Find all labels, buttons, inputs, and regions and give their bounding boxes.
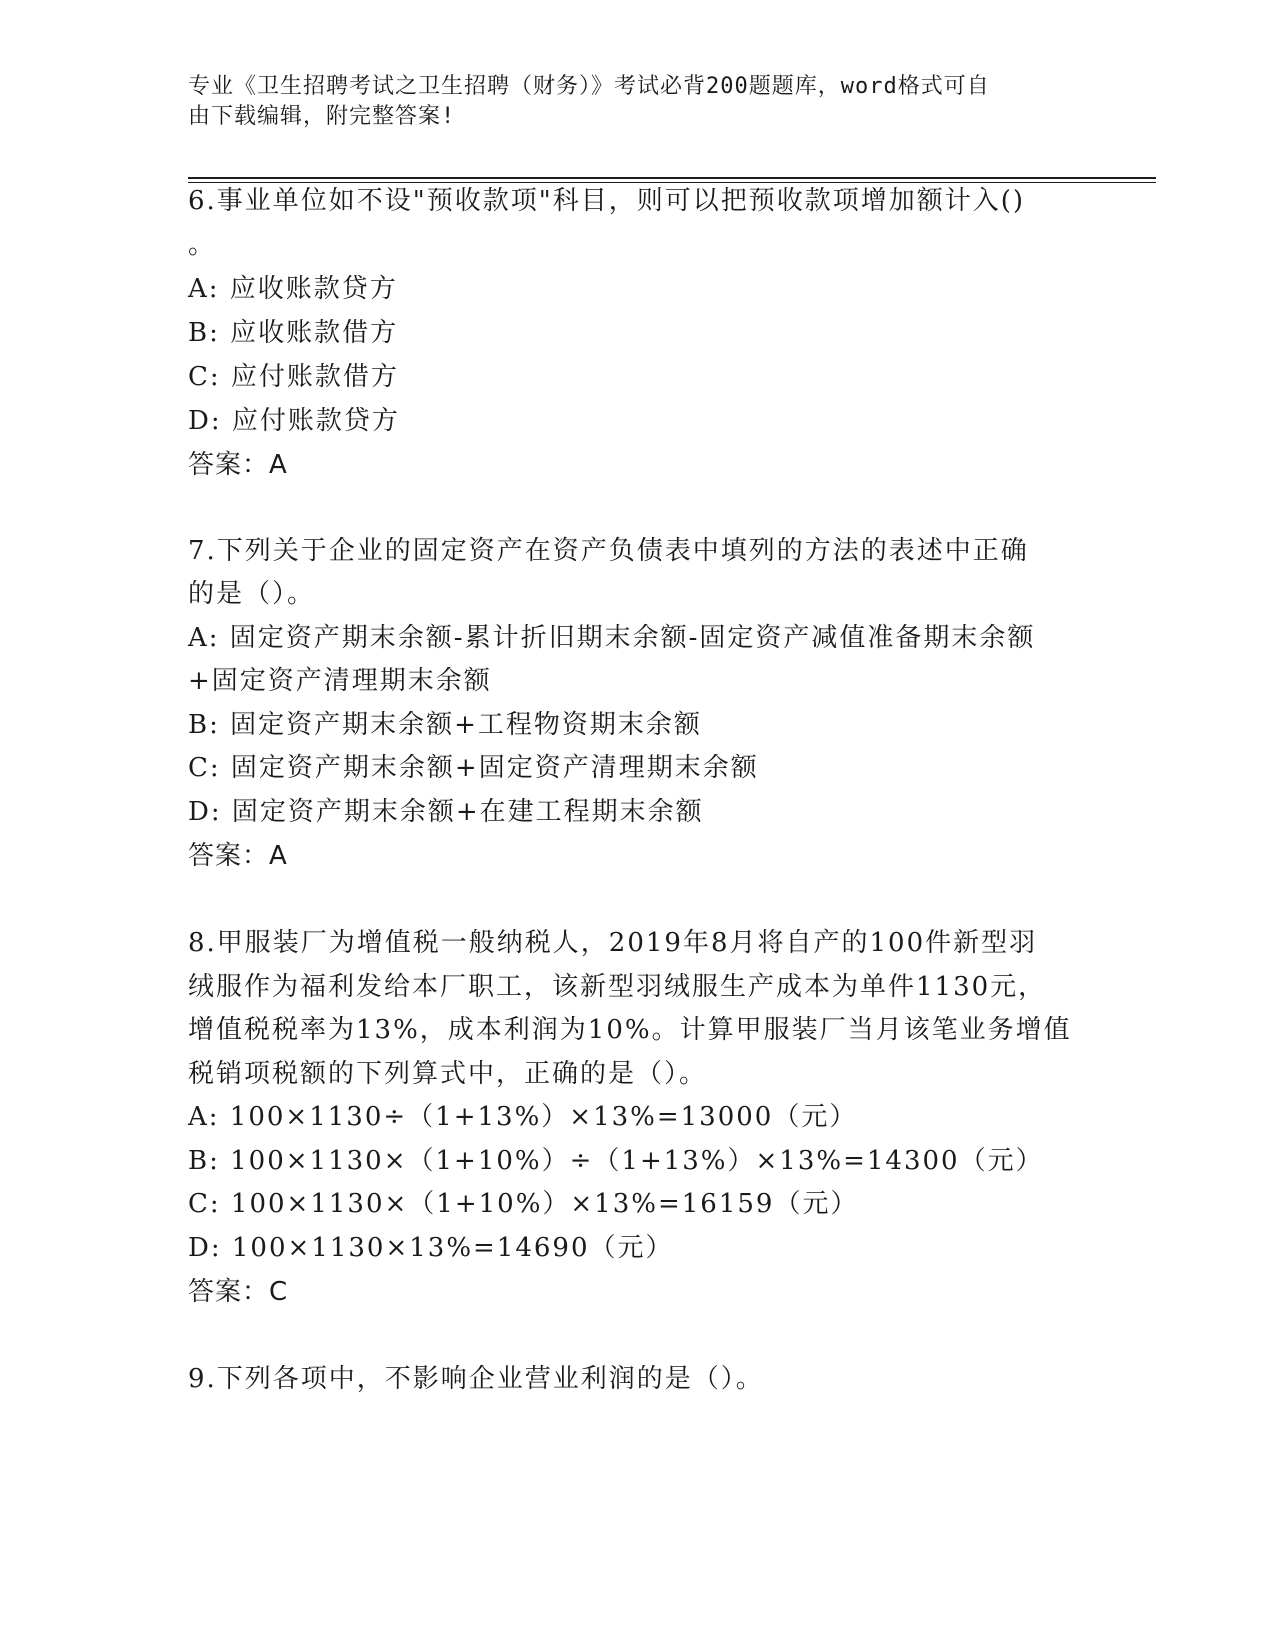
- header-title-line-2: 由下载编辑，附完整答案!: [188, 104, 456, 129]
- question-6-option-d: D: 应付账款贷方: [188, 406, 400, 436]
- question-8-stem-line-1: 8.甲服装厂为增值税一般纳税人，2019年8月将自产的100件新型羽: [188, 928, 1038, 958]
- header-divider-thick: [188, 177, 1156, 179]
- question-6-stem-line-2: 。: [188, 230, 217, 260]
- question-6-option-b: B: 应收账款借方: [188, 318, 399, 348]
- question-7-option-d: D: 固定资产期末余额+在建工程期末余额: [188, 797, 704, 827]
- question-8-option-a: A: 100×1130÷（1+13%）×13%=13000（元）: [188, 1102, 858, 1132]
- question-7-option-a-continued: +固定资产清理期末余额: [188, 666, 492, 696]
- question-8-answer: 答案：C: [188, 1277, 289, 1307]
- question-8-option-b: B: 100×1130×（1+10%）÷（1+13%）×13%=14300（元）: [188, 1146, 1044, 1176]
- question-7-answer: 答案：A: [188, 841, 288, 871]
- question-6-option-c: C: 应付账款借方: [188, 362, 399, 392]
- question-8-option-d: D: 100×1130×13%=14690（元）: [188, 1233, 674, 1263]
- question-6-answer: 答案：A: [188, 450, 288, 480]
- question-9-stem-line-1: 9.下列各项中，不影响企业营业利润的是（）。: [188, 1364, 764, 1394]
- question-8-stem-line-2: 绒服作为福利发给本厂职工，该新型羽绒服生产成本为单件1130元，: [188, 972, 1047, 1002]
- question-6-option-a: A: 应收账款贷方: [188, 274, 398, 304]
- question-7-option-c: C: 固定资产期末余额+固定资产清理期末余额: [188, 753, 759, 783]
- header-title-line-1: 专业《卫生招聘考试之卫生招聘（财务）》考试必背200题题库，word格式可自: [188, 74, 990, 99]
- question-8-stem-line-4: 税销项税额的下列算式中，正确的是（）。: [188, 1059, 708, 1089]
- question-7-option-a: A: 固定资产期末余额-累计折旧期末余额-固定资产减值准备期末余额: [188, 623, 1036, 653]
- question-8-stem-line-3: 增值税税率为13%，成本利润为10%。计算甲服装厂当月该笔业务增值: [188, 1015, 1072, 1045]
- question-8-option-c: C: 100×1130×（1+10%）×13%=16159（元）: [188, 1189, 859, 1219]
- question-7-stem-line-1: 7.下列关于企业的固定资产在资产负债表中填列的方法的表述中正确: [188, 536, 1029, 566]
- document-header: [188, 72, 1088, 132]
- question-6-stem-line-1: 6.事业单位如不设"预收款项"科目，则可以把预收款项增加额计入(): [188, 186, 1026, 216]
- header-divider-thin: [188, 182, 1156, 183]
- question-7-option-b: B: 固定资产期末余额+工程物资期末余额: [188, 710, 702, 740]
- question-7-stem-line-2: 的是（）。: [188, 579, 316, 609]
